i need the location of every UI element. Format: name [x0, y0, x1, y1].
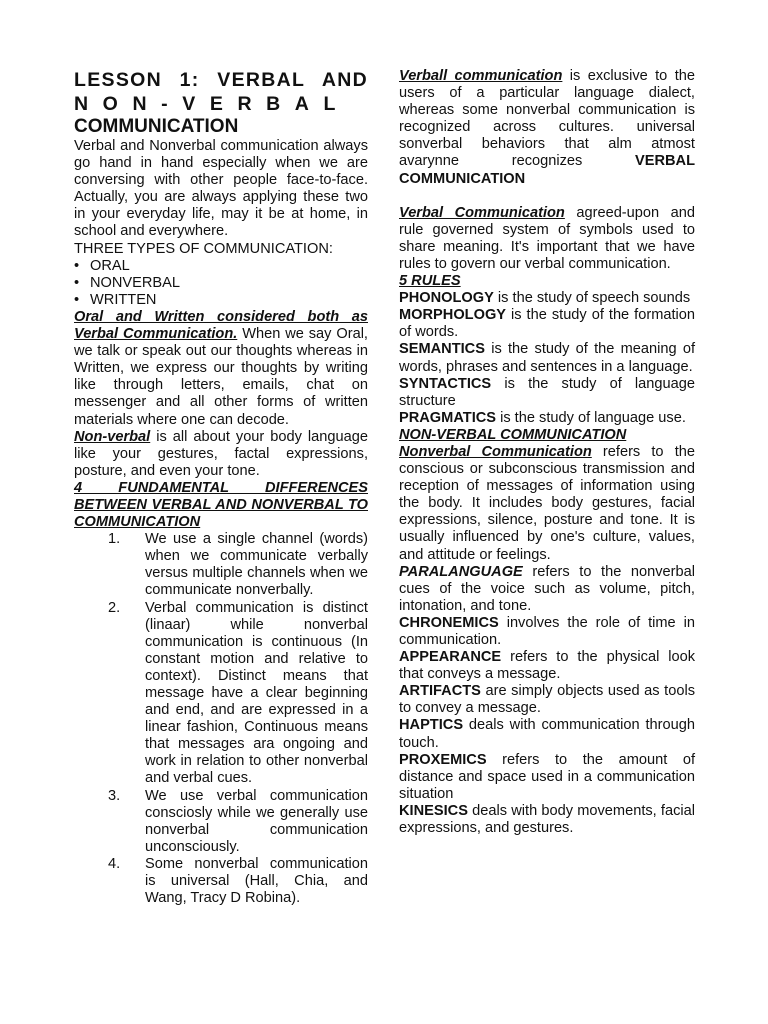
- term-text: involves the role of time in communication.: [399, 614, 695, 648]
- list-item: [74, 531, 368, 599]
- nonverbal-definition-paragraph: [399, 444, 695, 564]
- paralanguage-paragraph: [399, 564, 695, 615]
- term-item: [399, 615, 695, 649]
- differences-list: [74, 531, 368, 907]
- list-item: • WRITTEN: [74, 292, 368, 309]
- list-text: Verbal communication is distinct (linaar) while nonverbal communication is continuous (In constant motion and relative to context). Distinct means that message have a clear beginning and end, and are expressed in a linear fashion, Continuous means that messages ara ongoing and work in relation to other nonverbal and verbal cues.: [145, 599, 368, 787]
- list-text: Some nonverbal communication is universal (Hall, Chia, and Wang, Tracy D Robina).: [145, 855, 368, 907]
- nonverbal-definition-lead: Nonverbal Communication: [399, 443, 592, 460]
- term-item: [399, 683, 695, 717]
- nonverbal-heading: NON-VERBAL COMMUNICATION: [399, 426, 627, 443]
- term-item: [399, 649, 695, 683]
- right-column: [399, 68, 695, 837]
- list-text: We use verbal communication consciosly while we generally use nonverbal communication unconsciously.: [145, 787, 368, 855]
- oral-written-text: When we say Oral, we talk or speak out our thoughts whereas in Written, we express our thoughts by writing like through letters, emails, chat on messenger and all other forms of written materials where one can decode.: [74, 326, 368, 428]
- list-item: [74, 856, 368, 907]
- rule-text: is the study of speech sounds: [493, 290, 691, 307]
- rule-item: [399, 307, 695, 341]
- term-label: ARTIFACTS: [399, 683, 481, 700]
- list-number: 2.: [108, 599, 121, 616]
- verball-lead: Verball communication: [399, 68, 563, 84]
- rule-term: PRAGMATICS: [399, 409, 497, 426]
- paralanguage-text: refers to the nonverbal cues of the voice such as volume, pitch, intonation, and tone.: [399, 563, 695, 614]
- types-list: [74, 258, 368, 309]
- lesson-title-line-3: COMMUNICATION: [74, 116, 239, 137]
- rule-text: is the study of language use.: [496, 409, 686, 426]
- rules-heading: 5 RULES: [399, 273, 461, 290]
- verbal-communication-text: agreed-upon and rule governed system of symbols used to share meaning. It's important that we have rules to govern our verbal communication.: [399, 204, 695, 272]
- rule-item: [399, 376, 695, 410]
- verbal-communication-lead: Verbal Communication: [399, 204, 565, 221]
- verball-paragraph: [399, 68, 695, 188]
- term-label: KINESICS: [399, 802, 468, 819]
- differences-heading: 4 FUNDAMENTAL DIFFERENCES BETWEEN VERBAL AND NONVERBAL TO COMMUNICATION: [74, 479, 368, 531]
- lesson-title-line-1: LESSON 1: VERBAL AND: [74, 69, 368, 91]
- term-text: deals with body movements, facial expressions, and gestures.: [399, 802, 695, 837]
- rule-term: MORPHOLOGY: [399, 307, 507, 324]
- nonverbal-lead: Non-verbal: [74, 428, 151, 445]
- term-label: PROXEMICS: [399, 751, 487, 768]
- list-item: • ORAL: [74, 258, 368, 275]
- list-number: 1.: [108, 531, 121, 548]
- term-label: HAPTICS: [399, 717, 464, 734]
- list-item: [74, 600, 368, 788]
- term-text: are simply objects used as tools to convey a message.: [399, 683, 695, 717]
- term-item: [399, 803, 695, 837]
- oral-written-paragraph: [74, 309, 368, 429]
- term-label: CHRONEMICS: [399, 614, 499, 631]
- verbal-communication-paragraph: [399, 205, 695, 273]
- types-heading: THREE TYPES OF COMMUNICATION:: [74, 240, 333, 257]
- nonverbal-paragraph: [74, 429, 368, 480]
- rule-text: is the study of language structure: [399, 375, 695, 409]
- oral-written-lead: Oral and Written considered both as Verbal Communication.: [74, 308, 368, 343]
- list-item: • NONVERBAL: [74, 275, 368, 292]
- list-number: 3.: [108, 787, 121, 804]
- term-label: APPEARANCE: [399, 649, 502, 666]
- spacer: [399, 188, 695, 205]
- verball-bold: VERBAL COMMUNICATION: [399, 153, 695, 187]
- rule-item: [399, 341, 695, 375]
- term-text: refers to the amount of distance and space used in a communication situation: [399, 751, 695, 802]
- nonverbal-definition-text: refers to the conscious or subconscious transmission and reception of messages of information using the body. It includes body gestures, facial expressions, silence, posture and tone. It is usually influenced by one's culture, values, and attitude or feelings.: [399, 443, 695, 563]
- rule-term: SEMANTICS: [399, 341, 485, 358]
- verball-text: is exclusive to the users of a particular language dialect, whereas some nonverbal communication is recognized across cultures. universal sonverbal behaviors that alm atmost avarynne recognizes: [399, 68, 695, 170]
- list-item: [74, 788, 368, 856]
- rule-term: PHONOLOGY: [399, 290, 494, 307]
- left-column: [74, 68, 368, 907]
- rule-item: [399, 290, 695, 307]
- rule-item: [399, 410, 695, 427]
- rule-term: SYNTACTICS: [399, 375, 492, 392]
- intro-paragraph: Verbal and Nonverbal communication always go hand in hand especially when we are conversing with other people face-to-face. Actually, you are always applying these two in your everyday life, may it be at home, in school and everywhere.: [74, 138, 368, 240]
- term-text: deals with communication through touch.: [399, 717, 695, 751]
- lesson-title-line-2: NON-VERBAL: [74, 93, 350, 115]
- rule-text: is the study of the meaning of words, phrases and sentences in a language.: [399, 341, 695, 375]
- term-text: refers to the physical look that conveys a message.: [399, 649, 695, 683]
- paralanguage-lead: PARALANGUAGE: [399, 563, 523, 580]
- list-text: We use a single channel (words) when we communicate verbally versus multiple channels when we communicate nonverbally.: [145, 531, 368, 599]
- term-item: [399, 717, 695, 751]
- list-number: 4.: [108, 855, 121, 872]
- nonverbal-text: is all about your body language like your gestures, factal expressions, posture, and even your tone.: [74, 428, 368, 479]
- rule-text: is the study of the formation of words.: [399, 307, 695, 341]
- term-item: [399, 752, 695, 803]
